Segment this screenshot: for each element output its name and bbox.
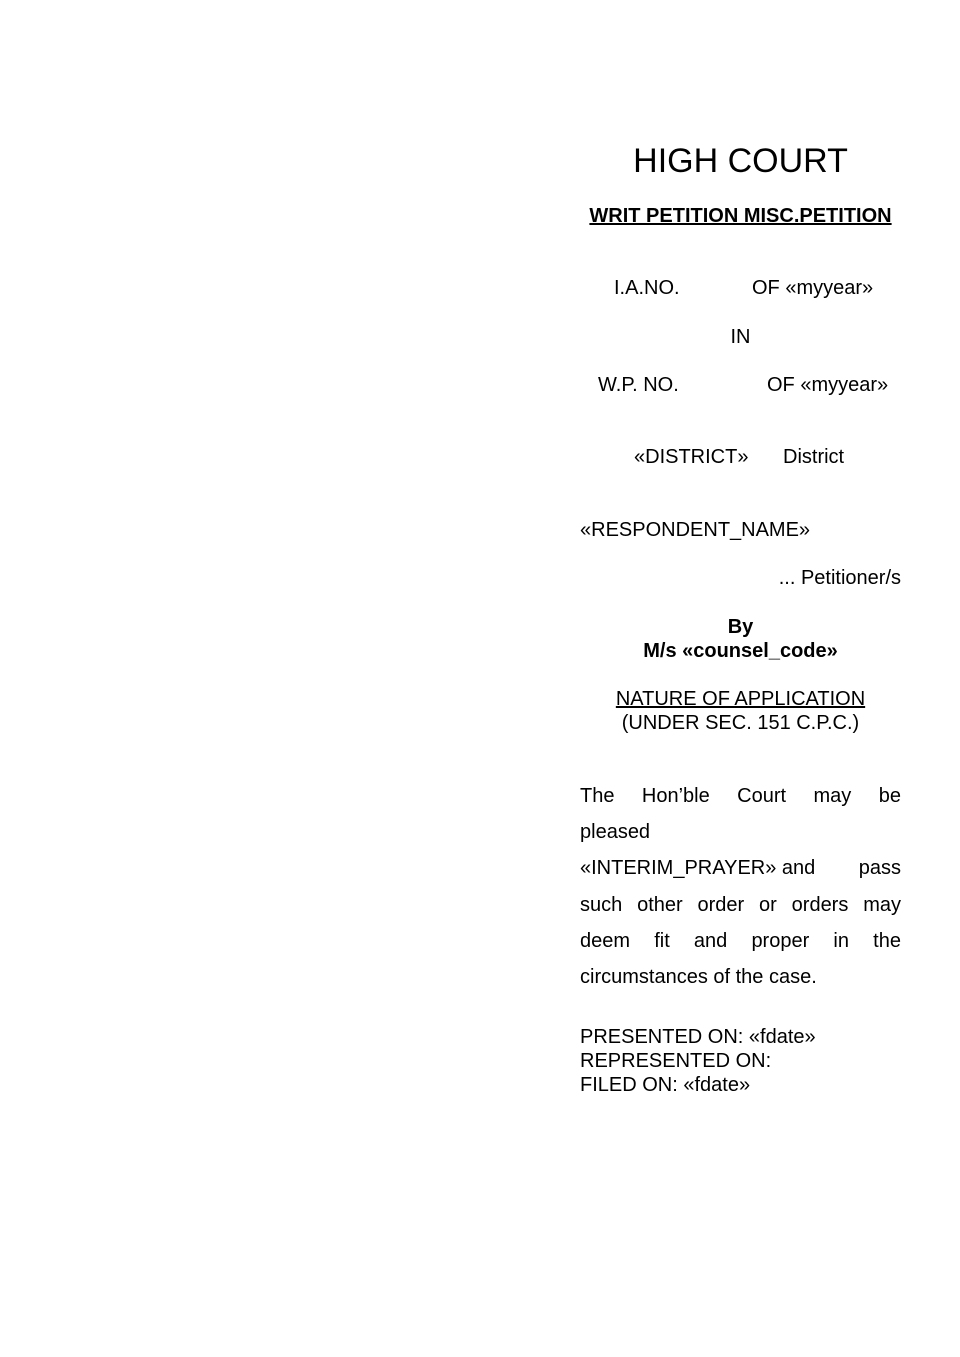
prayer-word: orders [791, 893, 849, 916]
prayer-line-1 [580, 778, 901, 814]
prayer-line-2: pleased [580, 821, 651, 844]
prayer-line-6: circumstances of the case. [580, 965, 817, 988]
prayer-word: and [781, 857, 816, 880]
ia-no-label: I.A.NO. [614, 277, 680, 299]
counsel-name: M/s «counsel_code» [643, 640, 838, 662]
court-title: HIGH COURT [633, 142, 848, 180]
prayer-word: Court [737, 785, 787, 807]
counsel-block [580, 615, 901, 663]
nature-of-application [580, 687, 901, 735]
district-label: District [783, 446, 845, 468]
prayer-word: or [759, 893, 777, 916]
prayer-word: such [580, 893, 623, 916]
district-line [580, 445, 901, 469]
petition-type-heading: WRIT PETITION MISC.PETITION [589, 205, 892, 227]
prayer-word: The [580, 785, 615, 807]
interim-prayer-text: «INTERIM_PRAYER» [580, 857, 777, 880]
prayer-word: may [863, 893, 901, 916]
respondent-name: «RESPONDENT_NAME» [580, 519, 811, 541]
interim-prayer-field [580, 850, 815, 886]
prayer-paragraph [580, 778, 901, 995]
prayer-line-5 [580, 923, 901, 959]
prayer-word: may [813, 785, 852, 807]
prayer-word: and [693, 929, 728, 952]
filed-on: FILED ON: «fdate» [580, 1074, 751, 1096]
prayer-word: be [878, 785, 901, 807]
by-label: By [727, 616, 754, 638]
cover-column [580, 0, 901, 1357]
prayer-word: proper [751, 929, 810, 952]
prayer-word: in [833, 929, 849, 952]
prayer-word: pass [858, 857, 901, 880]
prayer-word: deem [580, 929, 631, 952]
in-label: IN [730, 326, 751, 348]
nature-heading: NATURE OF APPLICATION [615, 688, 866, 710]
district-field: «DISTRICT» [634, 446, 749, 468]
represented-on: REPRESENTED ON: [580, 1050, 772, 1072]
ia-number-line [580, 276, 901, 300]
wp-year-label: OF «myyear» [767, 374, 889, 396]
ia-year-label: OF «myyear» [752, 277, 874, 299]
prayer-word: the [873, 929, 901, 952]
wp-no-label: W.P. NO. [598, 374, 679, 396]
prayer-word: other [637, 893, 683, 916]
wp-number-line [580, 373, 901, 397]
prayer-word: fit [654, 929, 670, 952]
dates-block [580, 1025, 901, 1097]
prayer-word: order [697, 893, 745, 916]
prayer-word: Hon’ble [641, 785, 710, 807]
prayer-line-3 [580, 850, 901, 886]
presented-on: PRESENTED ON: «fdate» [580, 1026, 816, 1048]
petitioner-label: ... Petitioner/s [778, 567, 901, 589]
nature-section: (UNDER SEC. 151 C.P.C.) [621, 712, 860, 734]
prayer-line-4 [580, 887, 901, 923]
